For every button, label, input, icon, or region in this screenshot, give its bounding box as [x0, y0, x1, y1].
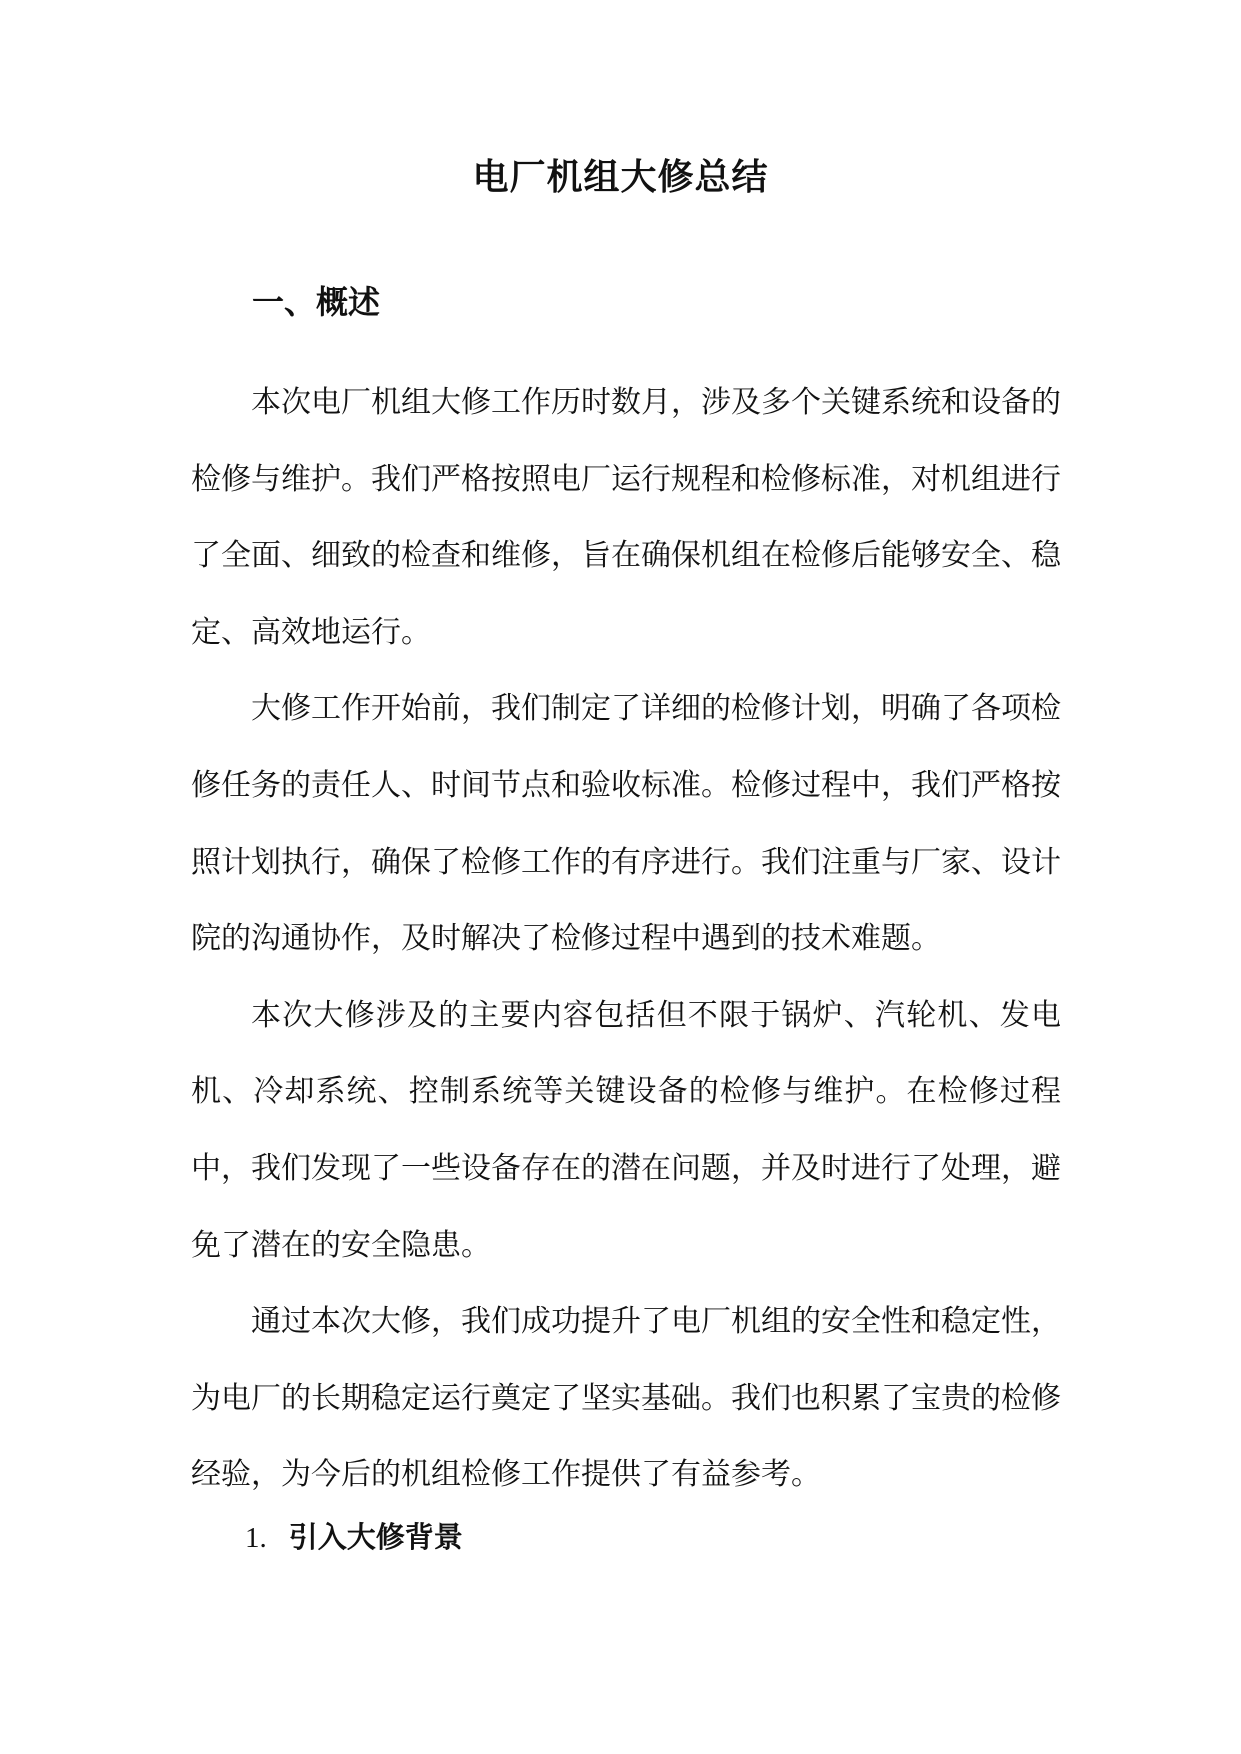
sub-heading-text: 引入大修背景: [288, 1520, 463, 1554]
paragraph: 本次电厂机组大修工作历时数月，涉及多个关键系统和设备的检修与维护。我们严格按照电厂运行规程和检修标准，对机组进行了全面、细致的检查和维修，旨在确保机组在检修后能够安全、稳定、高效地运行。: [191, 385, 1061, 650]
document-title: 电厂机组大修总结: [472, 157, 769, 198]
paragraph: 本次大修涉及的主要内容包括但不限于锅炉、汽轮机、发电机、冷却系统、控制系统等关键设备的检修与维护。在检修过程中，我们发现了一些设备存在的潜在问题，并及时进行了处理，避免了潜在的安全隐患。: [191, 997, 1061, 1263]
section-heading-overview: 一、概述: [252, 283, 381, 321]
paragraph: 通过本次大修，我们成功提升了电厂机组的安全性和稳定性，为电厂的长期稳定运行奠定了坚实基础。我们也积累了宝贵的检修经验，为今后的机组检修工作提供了有益参考。: [191, 1304, 1061, 1493]
sub-heading-background: [245, 1512, 463, 1563]
paragraph: 大修工作开始前，我们制定了详细的检修计划，明确了各项检修任务的责任人、时间节点和验收标准。检修过程中，我们严格按照计划执行，确保了检修工作的有序进行。我们注重与厂家、设计院的沟通协作，及时解决了检修过程中遇到的技术难题。: [191, 691, 1061, 957]
body-text: [191, 365, 1061, 1514]
sub-heading-number: 1.: [245, 1522, 267, 1554]
